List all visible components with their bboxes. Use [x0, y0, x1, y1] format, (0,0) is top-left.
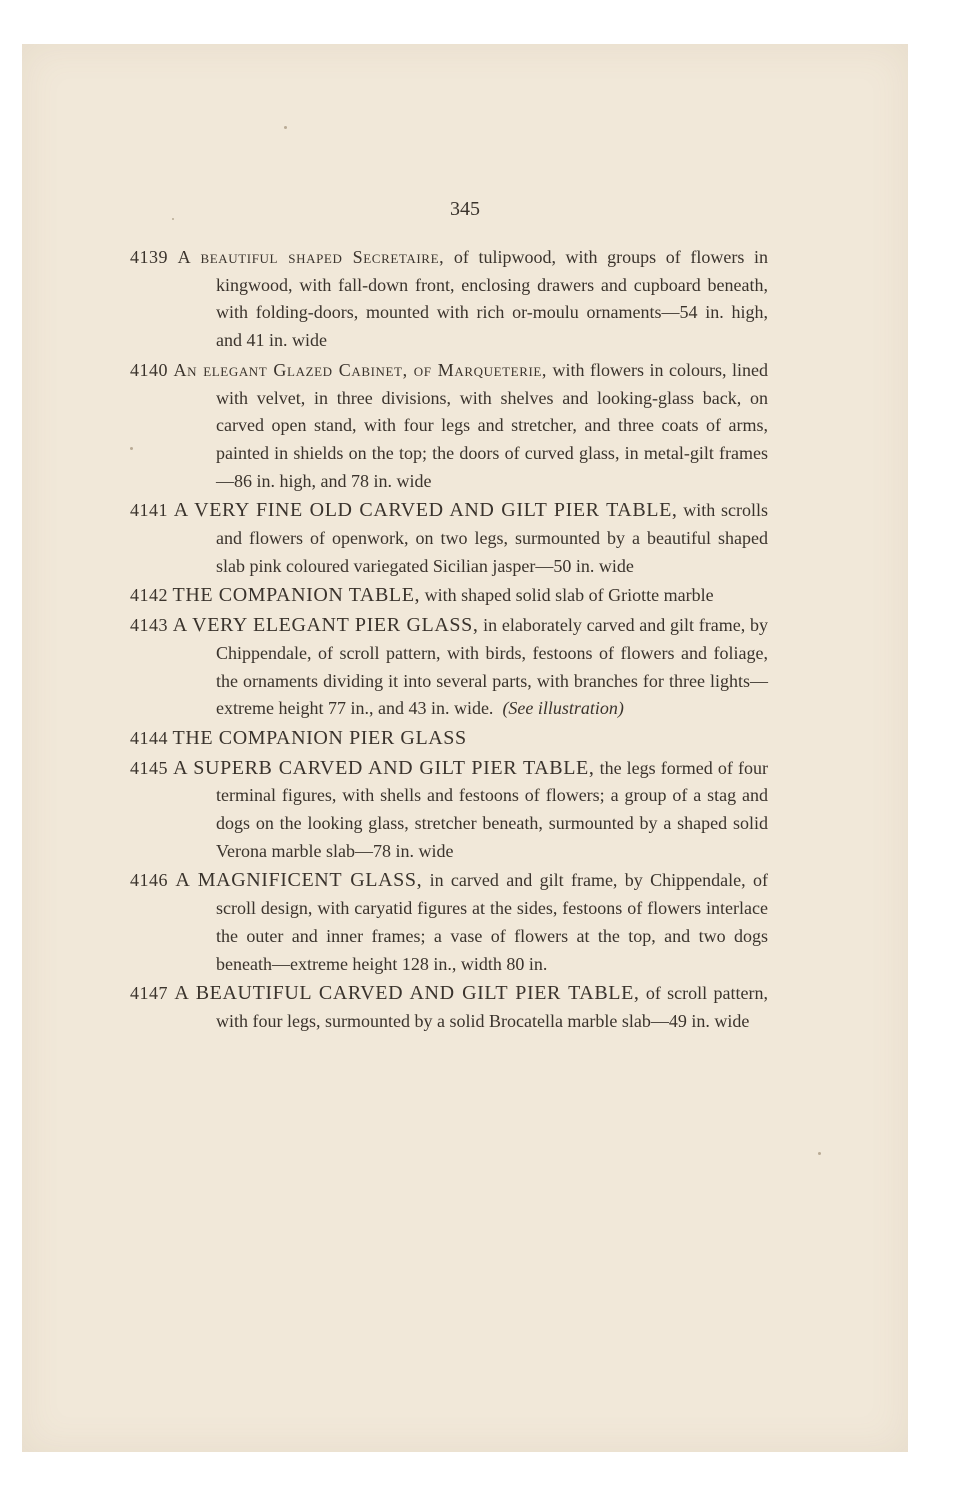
- lot-list: [130, 244, 768, 1038]
- page-number: 345: [450, 198, 480, 220]
- lot-number: 4140: [130, 359, 168, 380]
- lot-description: of scroll pattern, with four legs, surmounted by a solid Brocatella marble slab—49 in. wide: [216, 983, 768, 1031]
- lot-description: with shaped solid slab of Griotte marble: [420, 585, 714, 606]
- lot-description: in carved and gilt frame, by Chippendale, of scroll design, with caryatid figures at the sides, festoons of flowers interlace the outer and inner frames; a vase of flowers at the top, and two dogs beneath—extreme height 128 in., width 80 in.: [216, 870, 768, 974]
- illustration-note: (See illustration): [502, 698, 624, 719]
- lot-title: THE COMPANION PIER GLASS: [172, 726, 467, 749]
- lot-title: A beautiful shaped Secretaire,: [177, 247, 445, 267]
- lot-title: THE COMPANION TABLE,: [172, 584, 421, 607]
- lot-description: with flowers in colours, lined with velvet, in three divisions, with shelves and looking-glass back, on carved open stand, with four legs and stretcher, and three coats of arms, painted in shields on the top; the doors of curved glass, in metal-gilt frames—86 in. high, and 78 in. wide: [216, 359, 769, 491]
- lot-title: A MAGNIFICENT GLASS,: [175, 869, 423, 892]
- lot-entry-4140: [130, 357, 768, 496]
- lot-title: A VERY ELEGANT PIER GLASS,: [172, 614, 479, 637]
- lot-number: 4147: [130, 983, 168, 1004]
- lot-title: A BEAUTIFUL CARVED AND GILT PIER TABLE,: [174, 982, 640, 1005]
- lot-description: with scrolls and flowers of openwork, on two legs, surmounted by a beautiful shaped slab pink coloured variegated Sicilian jasper—50 in. wide: [216, 500, 768, 576]
- lot-entry-4145: [130, 755, 768, 866]
- lot-number: 4144: [130, 727, 168, 748]
- lot-description: of tulipwood, with groups of flowers in kingwood, with fall-down front, enclosing drawers and cupboard beneath, with folding-doors, mounted with rich or-moulu ornaments—54 in. high, and 41 in. wide: [216, 247, 768, 351]
- lot-entry-4141: [130, 497, 768, 580]
- lot-entry-4146: [130, 867, 768, 978]
- lot-description: the legs formed of four terminal figures, with shells and festoons of flowers; a group of a stag and dogs on the looking glass, stretcher beneath, surmounted by a shaped solid Verona marble slab—78 in. wide: [216, 757, 769, 861]
- lot-description: in elaborately carved and gilt frame, by Chippendale, of scroll pattern, with birds, festoons of flowers and foliage, the ornaments dividing it into several parts, with branches for three lights—extreme height 77 in., and 43 in. wide.: [216, 615, 768, 719]
- lot-entry-4142: [130, 582, 768, 610]
- catalogue-page: [22, 44, 908, 1452]
- lot-number: 4146: [130, 870, 168, 891]
- lot-entry-4147: [130, 980, 768, 1035]
- lot-title: A SUPERB CARVED AND GILT PIER TABLE,: [173, 756, 595, 779]
- lot-title: An elegant Glazed Cabinet, of Marqueterie,: [173, 359, 548, 380]
- lot-number: 4141: [130, 500, 168, 521]
- lot-number: 4142: [130, 585, 168, 606]
- lot-title: A VERY FINE OLD CARVED AND GILT PIER TABLE,: [173, 499, 678, 522]
- lot-number: 4139: [130, 247, 168, 267]
- lot-number: 4143: [130, 615, 168, 636]
- lot-entry-4143: [130, 612, 768, 723]
- lot-entry-4144: [130, 725, 768, 753]
- lot-number: 4145: [130, 757, 168, 778]
- lot-entry-4139: [130, 244, 768, 355]
